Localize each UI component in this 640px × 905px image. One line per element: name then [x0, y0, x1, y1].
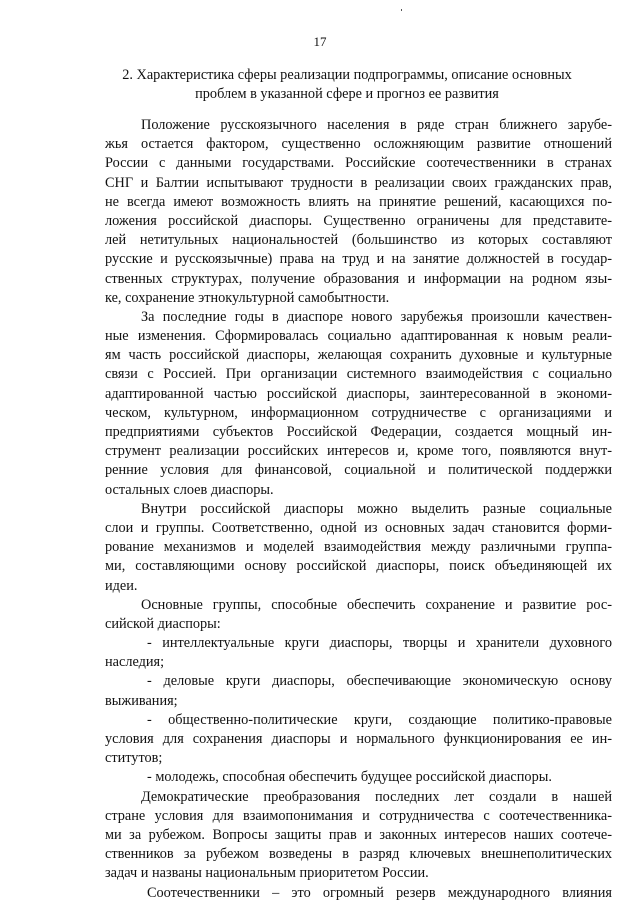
paragraph — [105, 711, 612, 769]
document-body — [105, 116, 612, 903]
paragraph-line: СНГ и Балтии испытывают трудности в реализации своих гражданских прав, — [105, 174, 612, 191]
paragraph-line: адаптированной частью российской диаспоры, заинтересованной в экономи- — [105, 385, 612, 402]
paragraph-line: лей нетитульных национальностей (большинство из которых составляют — [105, 232, 612, 249]
scan-speck — [401, 9, 402, 11]
paragraph-line: слои и группы. Соответственно, одной из основных задач становится форми- — [105, 519, 612, 536]
paragraph-line: рование механизмов и моделей взаимодействия между различными группа- — [105, 539, 612, 556]
paragraph-line: ческом, культурном, информационном сотрудничестве с организациями и — [105, 404, 612, 421]
paragraph-line: Соотечественники – это огромный резерв международного влияния — [147, 884, 612, 901]
paragraph-line: ям часть российской диаспоры, желающая сохранить духовные и культурные — [105, 347, 612, 364]
paragraph-line: жья остается фактором, существенно осложняющим развитие отношений — [105, 136, 612, 153]
paragraph-line: выживания; — [105, 692, 178, 709]
paragraph-line: ложения российской диаспоры. Существенно ограничены для представите- — [105, 212, 612, 229]
paragraph-line: не всегда имеют возможность влиять на принятие решений, касающихся по- — [105, 193, 612, 210]
paragraph-line: ственников за рубежом возведены в разряд ключевых внешнеполитических — [105, 846, 612, 863]
paragraph — [105, 884, 612, 903]
paragraph-line: ми за рубежом. Вопросы защиты прав и законных интересов наших соотече- — [105, 826, 612, 843]
paragraph — [105, 768, 612, 787]
paragraph-line: наследия; — [105, 654, 165, 671]
paragraph-line: Демократические преобразования последних лет создали в нашей — [141, 788, 612, 805]
paragraph-line: ственных структурах, получение образования и информации на родном язы- — [105, 270, 612, 287]
paragraph-line: стране условия для взаимопонимания и сотрудничества с соотечественника- — [105, 807, 612, 824]
section-heading — [112, 66, 582, 104]
section-heading-line-1: 2. Характеристика сферы реализации подпрограммы, описание основных — [122, 67, 572, 83]
paragraph-line: За последние годы в диаспоре нового зарубежья произошли качествен- — [141, 308, 612, 325]
paragraph-line: сийской диаспоры: — [105, 615, 221, 632]
paragraph-line: ренние условия для финансовой, социальной и политической поддержки — [105, 462, 612, 479]
paragraph-line: ститутов; — [105, 750, 163, 767]
paragraph-line: остальных слоев диаспоры. — [105, 481, 274, 498]
paragraph-line: Внутри российской диаспоры можно выделить разные социальные — [141, 500, 612, 517]
paragraph — [105, 500, 612, 596]
paragraph — [105, 672, 612, 710]
paragraph-line: ми, составляющими основу российской диаспоры, поиск объединяющей их — [105, 558, 612, 575]
page-number: 17 — [313, 34, 327, 49]
paragraph — [105, 788, 612, 884]
paragraph-line: предприятиями субъектов Российской Федерации, создается мощный ин- — [105, 424, 612, 440]
paragraph-line: - интеллектуальные круги диаспоры, творцы и хранители духовного — [147, 635, 612, 652]
paragraph-line: условия для сохранения диаспоры и нормального функционирования ее ин- — [105, 731, 612, 747]
paragraph — [105, 596, 612, 634]
paragraph-line: струмент реализации российских интересов и, кроме того, появляются внут- — [105, 443, 612, 460]
paragraph-line: задач и названы национальным приоритетом России. — [105, 865, 429, 882]
paragraph-line: Основные группы, способные обеспечить сохранение и развитие рос- — [141, 596, 612, 613]
paragraph-line: идеи. — [105, 577, 138, 594]
paragraph-line: - общественно-политические круги, создающие политико-правовые — [147, 711, 612, 728]
paragraph-line: России с данными государствами. Российские соотечественники в странах — [105, 155, 612, 172]
paragraph-line: русские и русскоязычные) права на труд и на занятие должностей в государ- — [105, 251, 612, 268]
section-heading-line-2: проблем в указанной сфере и прогноз ее развития — [195, 86, 499, 102]
paragraph — [105, 634, 612, 672]
paragraph-line: ке, сохранение этнокультурной самобытности. — [105, 289, 390, 306]
paragraph — [105, 116, 612, 308]
paragraph-line: Положение русскоязычного населения в ряде стран ближнего зарубе- — [141, 117, 612, 133]
paragraph-line: - деловые круги диаспоры, обеспечивающие экономическую основу — [147, 673, 612, 690]
paragraph-line: - молодежь, способная обеспечить будущее российской диаспоры. — [147, 769, 552, 786]
paragraph-line: связи с Россией. При организации системного взаимодействия с социально — [105, 366, 612, 383]
paragraph-line: ные изменения. Сформировалась социально адаптированная к новым реали- — [105, 328, 612, 345]
paragraph — [105, 308, 612, 500]
